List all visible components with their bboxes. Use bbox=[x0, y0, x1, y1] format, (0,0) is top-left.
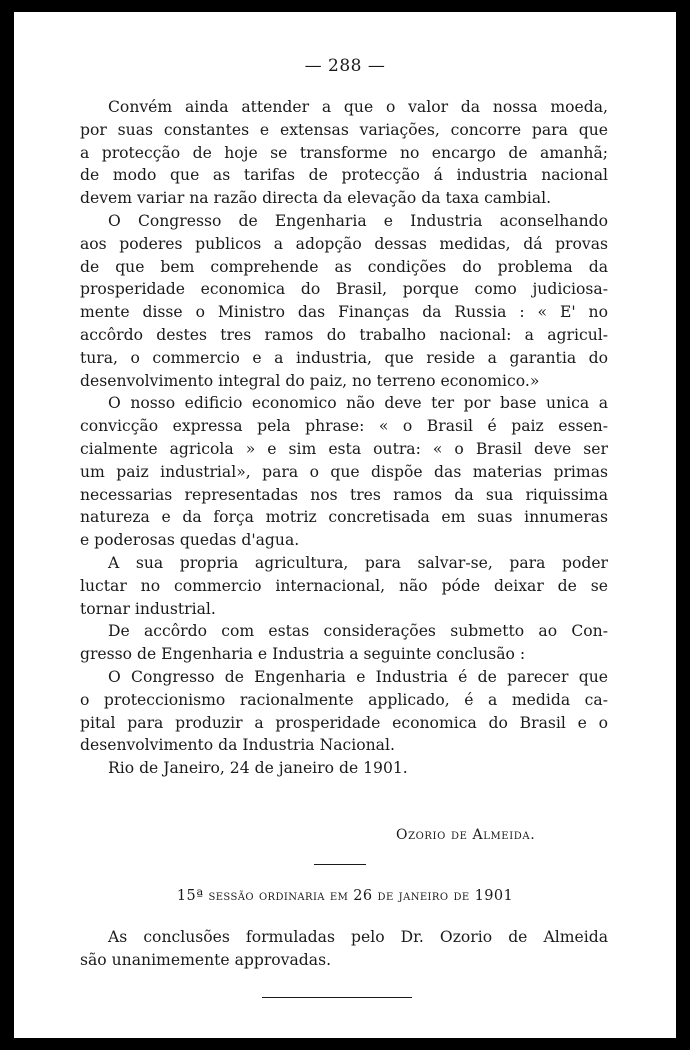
text-line: desenvolvimento da Industria Nacional. bbox=[80, 736, 395, 755]
text-line: O nosso edificio economico não deve ter por base unica a bbox=[108, 394, 608, 413]
closing-paragraph bbox=[80, 926, 608, 972]
signature: Ozorio de Almeida. bbox=[396, 827, 536, 843]
paragraph-congress-advice bbox=[80, 210, 608, 392]
page-number: — 288 — bbox=[304, 56, 386, 76]
text-line: O Congresso de Engenharia e Industria é de parecer que bbox=[108, 667, 608, 686]
text-line: tura, o commercio e a industria, que reside a garantia do bbox=[80, 348, 608, 367]
session-heading: 15ª sessão ordinaria em 26 de janeiro de 1901 bbox=[176, 888, 514, 904]
text-line: pital para produzir a prosperidade economica do Brasil e o bbox=[80, 713, 608, 732]
body-text bbox=[80, 96, 608, 780]
text-line: accôrdo destes tres ramos do trabalho nacional: a agricul- bbox=[80, 325, 608, 344]
paragraph-agriculture bbox=[80, 552, 608, 620]
text-line: por suas constantes e extensas variações, concorre para que bbox=[80, 120, 608, 139]
text-line: devem variar na razão directa da elevação da taxa cambial. bbox=[80, 189, 552, 208]
text-line: desenvolvimento integral do paiz, no terreno economico.» bbox=[80, 371, 540, 390]
document-page bbox=[14, 12, 676, 1038]
text-line: tornar industrial. bbox=[80, 599, 216, 618]
text-line: de modo que as tarifas de protecção á industria nacional bbox=[80, 166, 608, 185]
text-line: necessarias representadas nos tres ramos da sua riquissima bbox=[80, 485, 608, 504]
text-line: A sua propria agricultura, para salvar-se, para poder bbox=[108, 553, 608, 572]
text-line: cialmente agricola » e sim esta outra: « o Brasil deve ser bbox=[80, 439, 608, 458]
text-line: De accôrdo com estas considerações submetto ao Con- bbox=[108, 622, 608, 641]
text-line: prosperidade economica do Brasil, porque como judiciosa- bbox=[80, 280, 608, 299]
text-line: o proteccionismo racionalmente applicado, é a medida ca- bbox=[80, 690, 608, 709]
text-line: um paiz industrial», para o que dispõe das materias primas bbox=[80, 462, 608, 481]
paragraph-conclusion bbox=[80, 666, 608, 757]
text-line: luctar no commercio internacional, não póde deixar de se bbox=[80, 576, 608, 595]
date-line: Rio de Janeiro, 24 de janeiro de 1901. bbox=[108, 759, 408, 778]
text-line: aos poderes publicos a adopção dessas medidas, dá provas bbox=[80, 234, 608, 253]
paragraph-currency bbox=[80, 96, 608, 210]
text-line: mente disse o Ministro das Finanças da Russia : « E' no bbox=[80, 303, 608, 322]
text-line: natureza e da força motriz concretisada em suas innumeras bbox=[80, 508, 608, 527]
text-line: a protecção de hoje se transforme no encargo de amanhã; bbox=[80, 143, 608, 162]
paragraph-economic-building bbox=[80, 392, 608, 552]
text-line: As conclusões formuladas pelo Dr. Ozorio de Almeida bbox=[108, 928, 608, 946]
text-line: Convém ainda attender a que o valor da nossa moeda, bbox=[108, 98, 608, 116]
text-line: convicção expressa pela phrase: « o Brasil é paiz essen- bbox=[80, 417, 608, 436]
text-line: gresso de Engenharia e Industria a seguinte conclusão : bbox=[80, 645, 526, 664]
end-divider bbox=[262, 997, 412, 998]
text-line: O Congresso de Engenharia e Industria aconselhando bbox=[108, 211, 608, 230]
text-line: de que bem comprehende as condições do problema da bbox=[80, 257, 608, 276]
text-line: e poderosas quedas d'agua. bbox=[80, 531, 300, 550]
paragraph-submission bbox=[80, 620, 608, 666]
text-line: são unanimemente approvadas. bbox=[80, 950, 332, 969]
section-divider bbox=[314, 864, 366, 865]
